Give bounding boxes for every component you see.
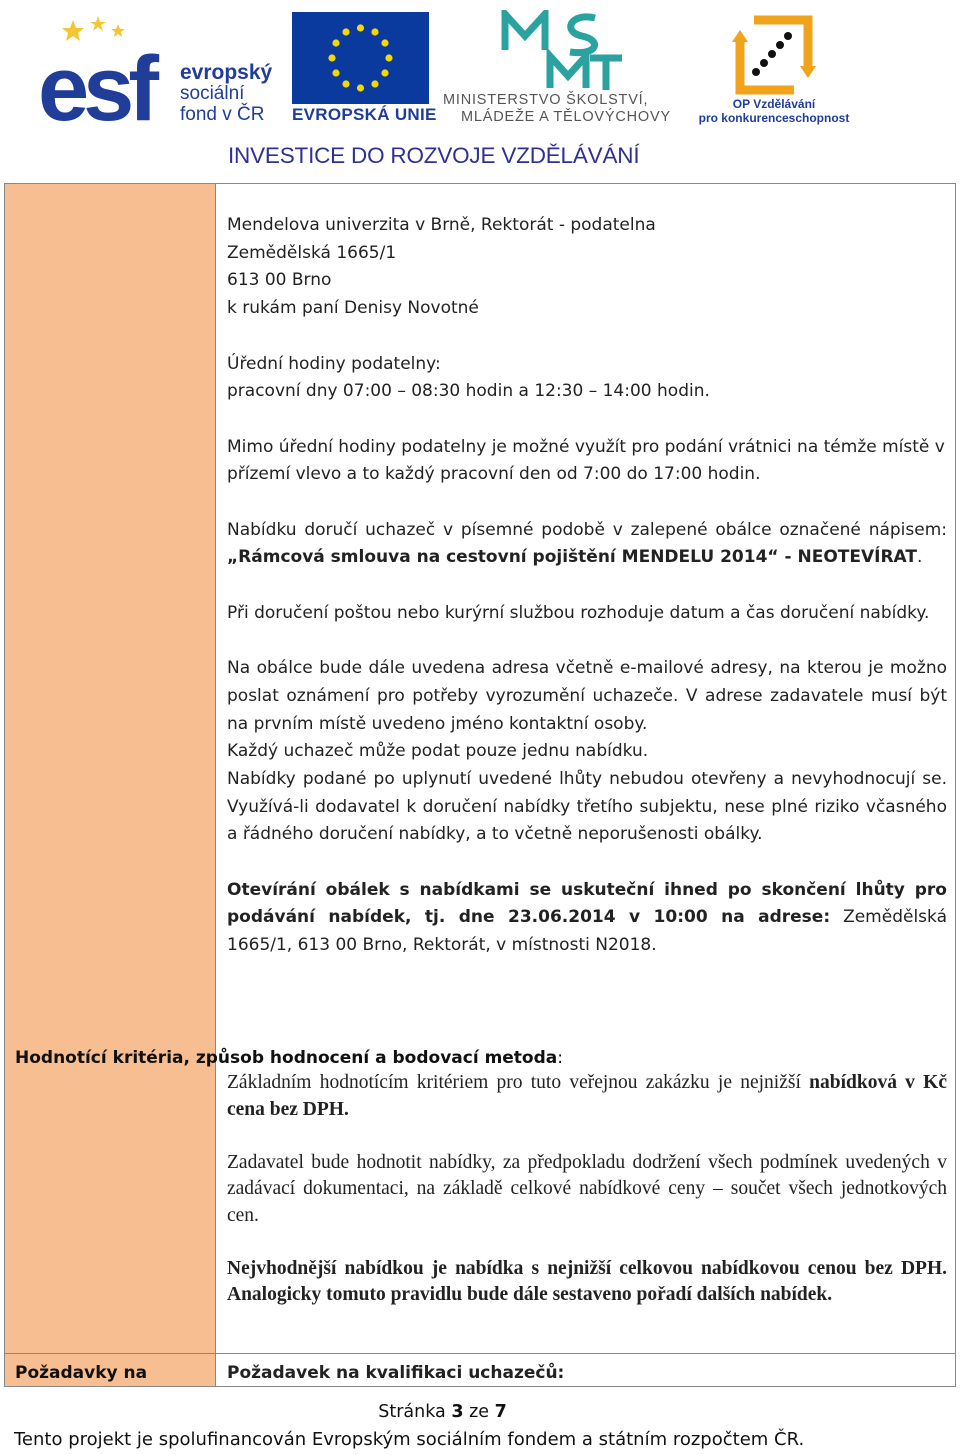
criteria-paragraph-2: Zadavatel bude hodnotit nabídky, za předpokladu dodržení všech podmínek uvedených v zadávací dokumentaci, na základě celkové nabídkové ceny – součet všech jednotkových cen.	[227, 1151, 947, 1226]
criteria-p1-bold: nabídková v Kč cena bez DPH.	[227, 1072, 948, 1120]
criteria-label	[15, 1045, 563, 1072]
criteria-label-text: Hodnotící kritéria, způsob hodnocení a bodovací metoda	[15, 1048, 558, 1068]
envelope-prefix: Nabídku doručí uchazeč v písemné podobě v zalepené obálce označené nápisem:	[227, 519, 947, 540]
op-line-1: OP Vzdělávání	[732, 97, 816, 111]
requirements-title: Požadavek na kvalifikaci uchazečů:	[227, 1363, 565, 1383]
office-hours-title: Úřední hodiny podatelny:	[227, 353, 441, 374]
opening-paragraph	[227, 877, 947, 960]
page-prefix: Stránka	[378, 1402, 452, 1422]
msmt-line-2: MLÁDEŽE A TĚLOVÝCHOVY	[461, 109, 671, 125]
header-logos	[0, 0, 960, 180]
page-mid: ze	[463, 1402, 495, 1422]
label-column	[5, 184, 216, 1386]
esf-line-3: fond v ČR	[180, 104, 265, 125]
esf-line-1: evropský	[180, 61, 273, 84]
post-paragraph: Při doručení poštou nebo kurýrní službou rozhoduje datum a čas doručení nabídky.	[227, 602, 930, 623]
op-logo-icon	[728, 8, 820, 100]
header-slogan: INVESTICE DO ROZVOJE VZDĚLÁVÁNÍ	[228, 143, 640, 168]
late-offers-paragraph: Nabídky podané po uplynutí uvedené lhůty nebudou otevřeny a nevyhodnocují se. Využívá-li dodavatel k doručení nabídky třetího subjektu, nese plné riziko včasného a řádného doručení nabídky, a to včetně neporušenosti obálky.	[227, 768, 947, 845]
eu-label: EVROPSKÁ UNIE	[292, 105, 437, 124]
page-number	[0, 1402, 885, 1422]
office-hours-text: pracovní dny 07:00 – 08:30 hodin a 12:30 – 14:00 hodin.	[227, 381, 710, 402]
esf-logo-text	[180, 62, 272, 125]
row-divider	[5, 1353, 955, 1354]
envelope-suffix: .	[917, 547, 923, 568]
opening-bold: Otevírání obálek s nabídkami se uskuteční ihned po skončení lhůty pro podávání nabídek, tj. dne 23.06.2014 v 10:00 na adrese:	[227, 879, 947, 928]
outside-hours-paragraph: Mimo úřední hodiny podatelny je možné využít pro podání vrátnici na témže místě v přízemí vlevo a to každý pracovní den od 7:00 do 17:00 hodin.	[227, 436, 945, 485]
msmt-logo-text	[443, 92, 671, 126]
opening-address: Zemědělská 1665/1, 613 00 Brno, Rektorát, v místnosti N2018.	[227, 907, 947, 956]
page-total: 7	[494, 1402, 507, 1422]
requirements-label: Požadavky na	[15, 1363, 148, 1383]
criteria-p1-text: Základním hodnotícím kritériem pro tuto veřejnou zakázku je nejnižší	[227, 1072, 810, 1093]
criteria-paragraph-3: Nejvhodnější nabídkou je nabídka s nejnižší celkovou nabídkovou cenou bez DPH. Analogicky tomuto pravidlu bude dále sestaveno pořadí dalších nabídek.	[227, 1257, 947, 1305]
esf-logo-icon	[38, 12, 178, 124]
op-line-2: pro konkurenceschopnost	[698, 111, 850, 125]
msmt-line-1: MINISTERSTVO ŠKOLSTVÍ,	[443, 92, 649, 108]
criteria-label-colon: :	[557, 1048, 563, 1068]
address-line-3: 613 00 Brno	[227, 270, 332, 291]
msmt-logo-icon	[500, 10, 625, 92]
criteria-section	[227, 1070, 947, 1309]
tender-table	[4, 183, 956, 1387]
envelope-address-paragraph: Na obálce bude dále uvedena adresa včetně e-mailové adresy, na kterou je možno poslat oznámení pro potřeby vyrozumění uchazeče. V adrese zadavatele musí být na prvním místě uvedeno jméno kontaktní osoby.	[227, 658, 947, 734]
esf-line-2: sociální	[180, 83, 245, 104]
one-offer-paragraph: Každý uchazeč může podat pouze jednu nabídku.	[227, 741, 649, 762]
address-line-4: k rukám paní Denisy Novotné	[227, 298, 479, 319]
svg-text:esf: esf	[38, 38, 153, 124]
envelope-paragraph	[227, 517, 947, 572]
page-current: 3	[451, 1402, 464, 1422]
eu-flag-icon	[292, 12, 429, 104]
envelope-marking: „Rámcová smlouva na cestovní pojištění MENDELU 2014“ - NEOTEVÍRAT	[227, 547, 917, 568]
submission-section	[227, 212, 947, 960]
address-line-1: Mendelova univerzita v Brně, Rektorát - podatelna	[227, 215, 656, 235]
address-line-2: Zemědělská 1665/1	[227, 242, 397, 263]
cofinance-note: Tento projekt je spolufinancován Evropským sociálním fondem a státním rozpočtem ČR.	[14, 1429, 805, 1450]
criteria-paragraph-1	[227, 1070, 947, 1123]
op-logo-text	[696, 97, 852, 125]
